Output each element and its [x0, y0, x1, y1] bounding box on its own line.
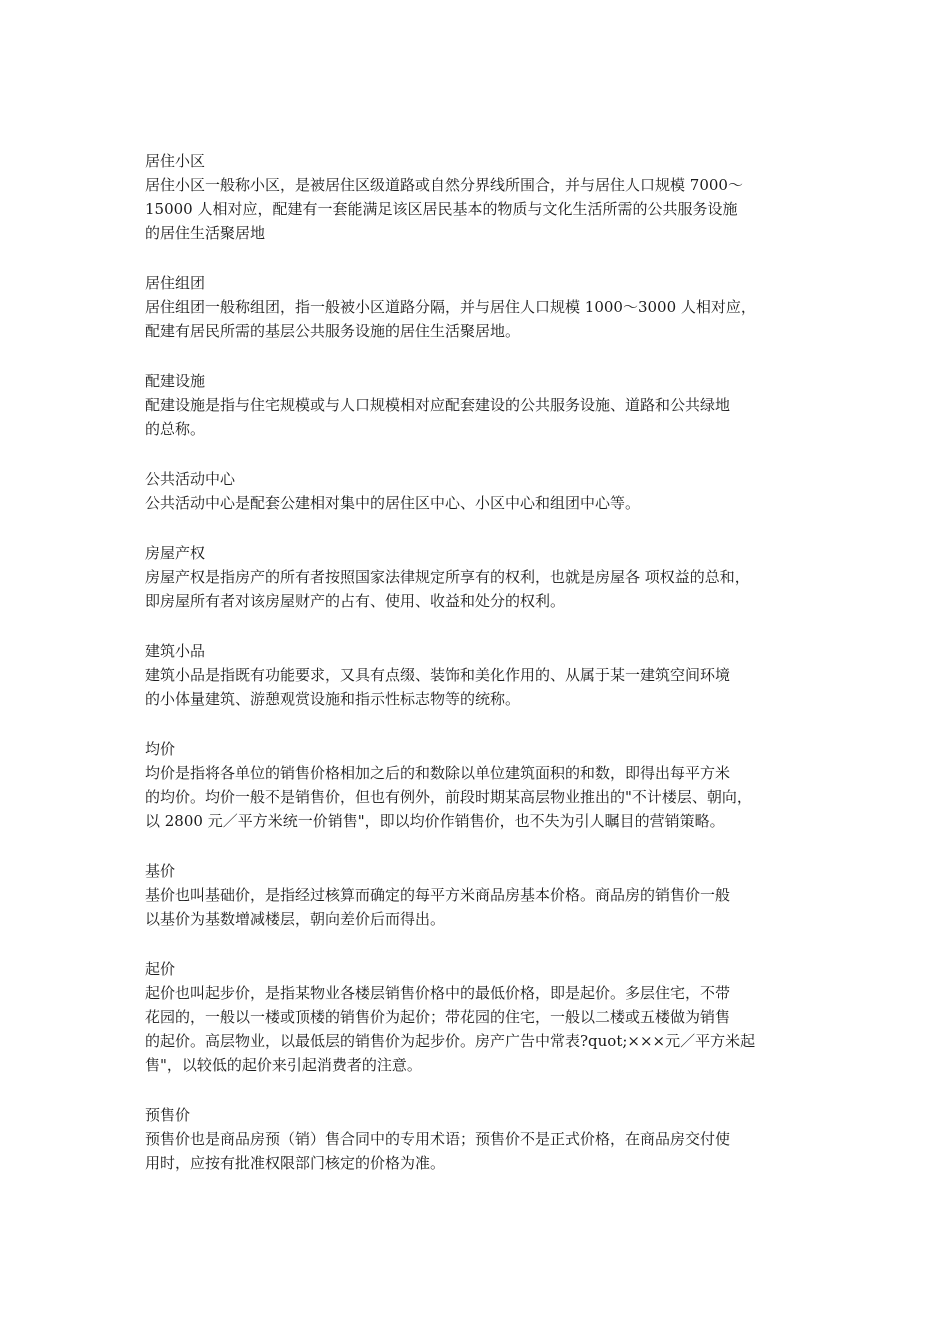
glossary-entry — [145, 271, 815, 343]
entry-term: 配建设施 — [145, 372, 206, 390]
glossary-entry — [145, 1103, 815, 1175]
entry-text-line: 花园的，一般以一楼或顶楼的销售价为起价；带花园的住宅，一般以二楼或五楼做为销售 — [145, 1008, 731, 1026]
entry-term: 居住小区 — [145, 152, 206, 170]
entry-term: 均价 — [145, 740, 176, 758]
glossary-entry — [145, 639, 815, 711]
glossary-entry — [145, 467, 815, 515]
glossary-entry — [145, 149, 815, 245]
glossary-entry — [145, 369, 815, 441]
entry-text-line: 配建有居民所需的基层公共服务设施的居住生活聚居地。 — [145, 322, 521, 340]
glossary-entry — [145, 737, 815, 833]
glossary-entry — [145, 957, 815, 1077]
glossary-content — [145, 149, 815, 1201]
entry-text-line: 售"，以较低的起价来引起消费者的注意。 — [145, 1056, 422, 1074]
entry-text-line: 起价也叫起步价，是指某物业各楼层销售价格中的最低价格，即是起价。多层住宅，不带 — [145, 984, 731, 1002]
entry-term: 起价 — [145, 960, 176, 978]
entry-text-line: 建筑小品是指既有功能要求，又具有点缀、装饰和美化作用的、从属于某一建筑空间环境 — [145, 666, 731, 684]
entry-text-line: 的均价。均价一般不是销售价，但也有例外，前段时期某高层物业推出的"不计楼层、朝向， — [145, 788, 752, 806]
entry-text-line: 用时，应按有批准权限部门核定的价格为准。 — [145, 1154, 446, 1172]
entry-term: 建筑小品 — [145, 642, 206, 660]
entry-term: 公共活动中心 — [145, 470, 236, 488]
entry-text-line: 公共活动中心是配套公建相对集中的居住区中心、小区中心和组团中心等。 — [145, 494, 641, 512]
entry-text-line: 居住组团一般称组团，指一般被小区道路分隔，并与居住人口规模 1000～3000 人相对应， — [145, 298, 756, 316]
entry-term: 预售价 — [145, 1106, 191, 1124]
entry-text-line: 的起价。高层物业，以最低层的销售价为起步价。房产广告中常表?quot;×××元／平方米起 — [145, 1032, 756, 1050]
entry-term: 居住组团 — [145, 274, 206, 292]
entry-text-line: 均价是指将各单位的销售价格相加之后的和数除以单位建筑面积的和数，即得出每平方米 — [145, 764, 731, 782]
entry-text-line: 房屋产权是指房产的所有者按照国家法律规定所享有的权利，也就是房屋各 项权益的总和， — [145, 568, 750, 586]
entry-text-line: 的居住生活聚居地 — [145, 224, 266, 242]
entry-text-line: 的总称。 — [145, 420, 206, 438]
entry-text-line: 配建设施是指与住宅规模或与人口规模相对应配套建设的公共服务设施、道路和公共绿地 — [145, 396, 731, 414]
entry-text-line: 15000 人相对应，配建有一套能满足该区居民基本的物质与文化生活所需的公共服务设施 — [145, 200, 738, 218]
entry-text-line: 以 2800 元／平方米统一价销售"，即以均价作销售价，也不失为引人瞩目的营销策略。 — [145, 812, 725, 830]
entry-text-line: 基价也叫基础价，是指经过核算而确定的每平方米商品房基本价格。商品房的销售价一般 — [145, 886, 731, 904]
entry-text-line: 居住小区一般称小区，是被居住区级道路或自然分界线所围合，并与居住人口规模 7000～ — [145, 176, 743, 194]
glossary-entry — [145, 541, 815, 613]
entry-term: 房屋产权 — [145, 544, 206, 562]
entry-term: 基价 — [145, 862, 176, 880]
entry-text-line: 预售价也是商品房预（销）售合同中的专用术语；预售价不是正式价格，在商品房交付使 — [145, 1130, 731, 1148]
entry-text-line: 即房屋所有者对该房屋财产的占有、使用、收益和处分的权利。 — [145, 592, 566, 610]
entry-text-line: 以基价为基数增减楼层，朝向差价后而得出。 — [145, 910, 446, 928]
entry-text-line: 的小体量建筑、游憩观赏设施和指示性标志物等的统称。 — [145, 690, 521, 708]
glossary-entry — [145, 859, 815, 931]
